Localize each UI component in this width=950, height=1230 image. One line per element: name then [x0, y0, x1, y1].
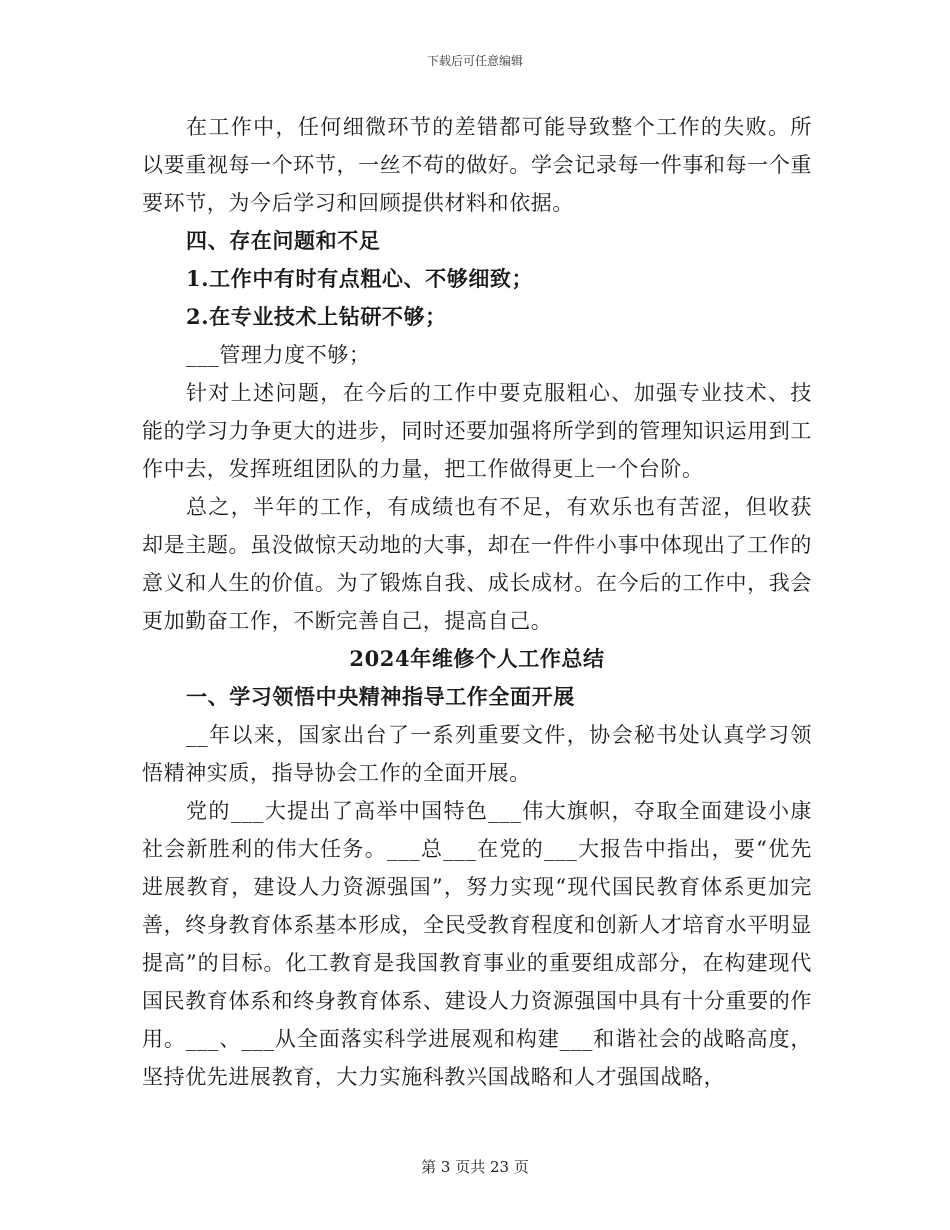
page-footer: 第 3 页共 23 页 [421, 1158, 529, 1176]
document-title: 2024年维修个人工作总结 [349, 646, 605, 671]
paragraph-education-policy: 党的___大提出了高举中国特色___伟大旗帜，夺取全面建设小康社会新胜利的伟大任务。___总___在党的___大报告中指出，要“优先进展教育，建设人力资源强国”，努力实现“现代国民教育体系更加完善，终身教育体系基本形成，全民受教育程度和创新人才培育水平明显提高”的目标。化工教育是我国教育事业的重要组成部分，在构建现代国民教育体系和终身教育体系、建设人力资源强国中具有十分重要的作用。___、___从全面落实科学进展观和构建___和谐社会的战略高度，坚持优先进展教育，大力实施科教兴国战略和人才强国战略， [142, 799, 812, 1089]
problem-item-1: 1.工作中有时有点粗心、不够细致； [186, 266, 534, 291]
paragraph-attention-to-detail: 在工作中，任何细微环节的差错都可能导致整个工作的失败。所以要重视每一个环节，一丝不苟的做好。学会记录每一件事和每一个重要环节，为今后学习和回顾提供材料和依据。 [142, 115, 812, 215]
page-header: 下载后可任意编辑 [426, 54, 523, 68]
paragraph-improvement-plan: 针对上述问题，在今后的工作中要克服粗心、加强专业技术、技能的学习力争更大的进步，同时还要加强将所学到的管理知识运用到工作中去，发挥班组团队的力量，把工作做得更上一个台阶。 [142, 381, 812, 481]
paragraph-study-documents: __年以来，国家出台了一系列重要文件，协会秘书处认真学习领悟精神实质，指导协会工作的全面开展。 [142, 723, 812, 785]
problem-item-2: 2.在专业技术上钻研不够； [186, 304, 447, 329]
section-heading-problems: 四、存在问题和不足 [186, 228, 381, 253]
document-body [142, 108, 812, 1096]
section-heading-study: 一、学习领悟中央精神指导工作全面开展 [186, 684, 575, 709]
paragraph-conclusion: 总之，半年的工作，有成绩也有不足，有欢乐也有苦涩，但收获却是主题。虽没做惊天动地的大事，却在一件件小事中体现出了工作的意义和人生的价值。为了锻炼自我、成长成材。在今后的工作中，我会更加勤奋工作，不断完善自己，提高自己。 [142, 495, 812, 633]
problem-item-3: ___管理力度不够； [186, 343, 371, 367]
